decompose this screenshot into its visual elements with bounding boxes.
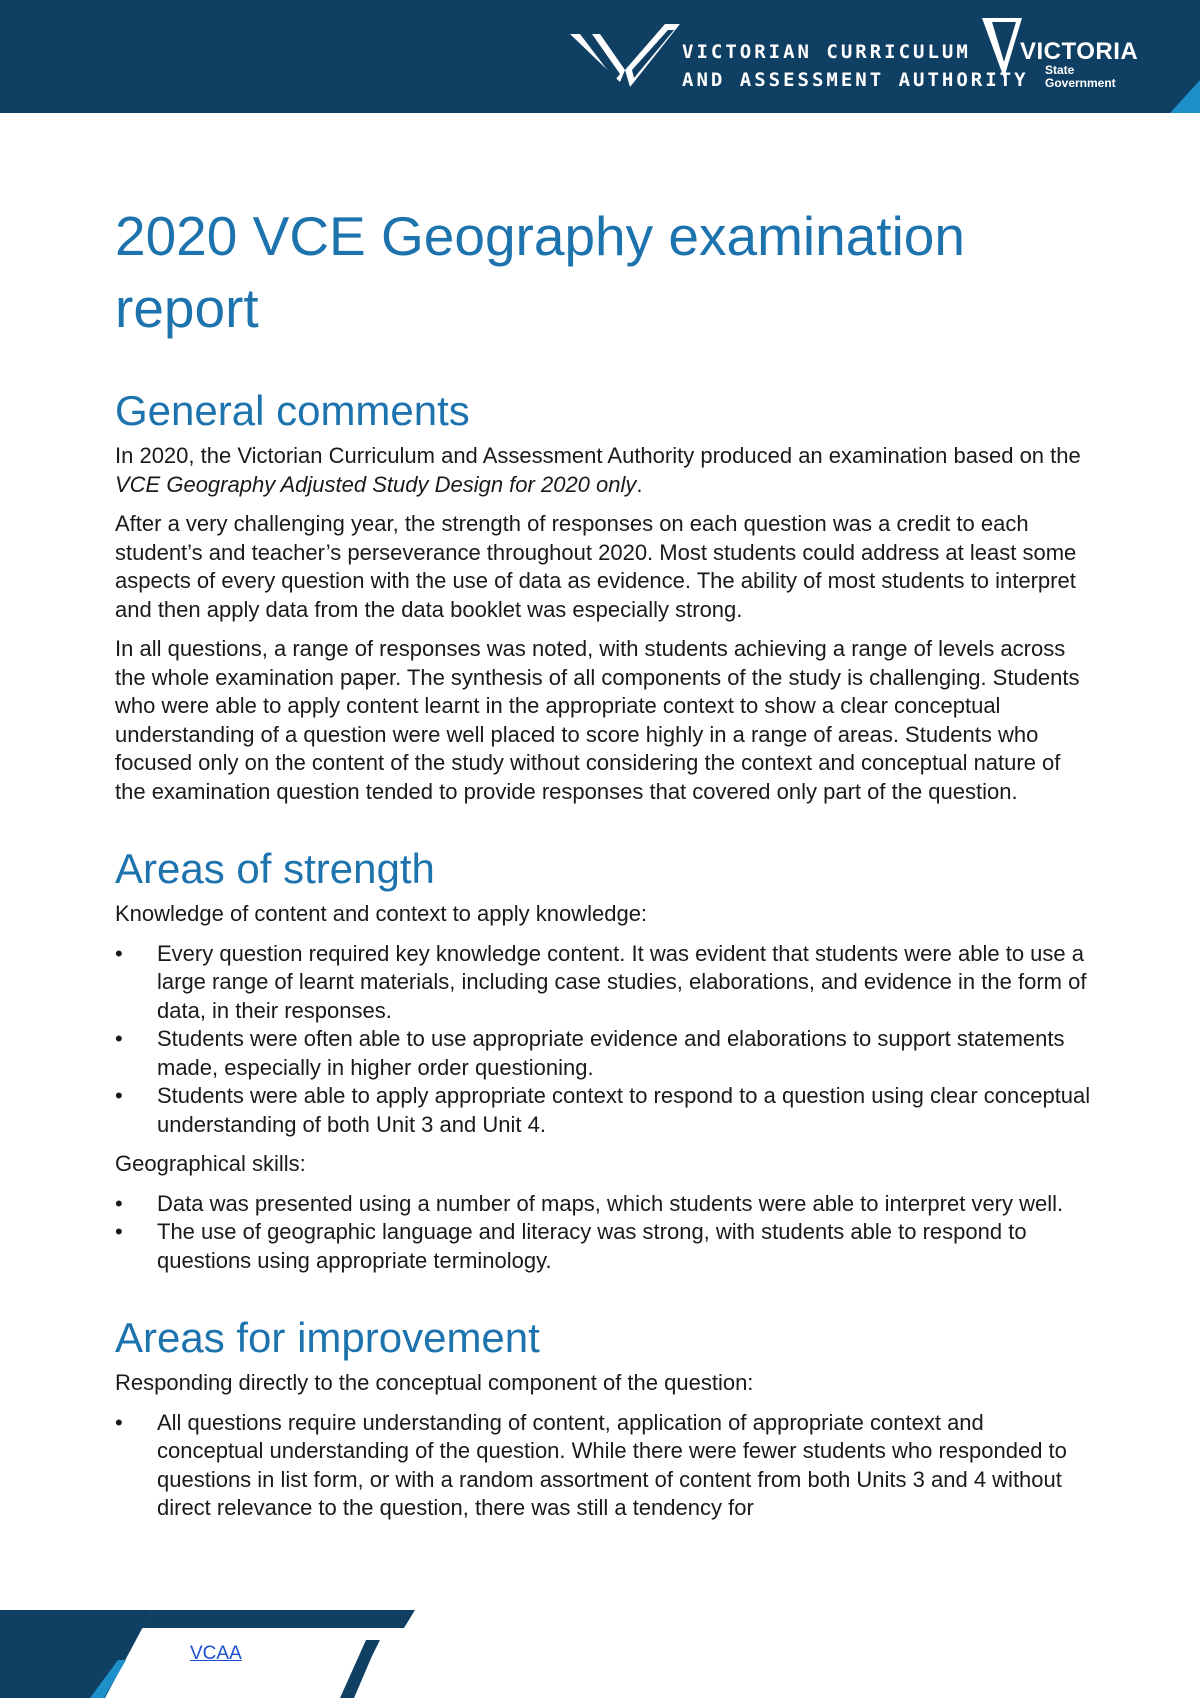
vcaa-logo-icon [570, 22, 680, 92]
state-government-label: State Government [1045, 63, 1116, 90]
bullet-icon: • [115, 940, 123, 966]
list-item [115, 940, 1095, 1026]
list-item [115, 1025, 1095, 1082]
section-heading-general: General comments [115, 387, 470, 434]
list-item-text: Students were often able to use appropriate evidence and elaborations to support statements made, especially in higher order questioning. [157, 1026, 1065, 1080]
paragraph-text: In 2020, the Victorian Curriculum and Assessment Authority produced an examination based on the [115, 443, 1081, 468]
list-item-text: All questions require understanding of content, application of appropriate context and conceptual understanding of the question. While there were fewer students who responded to questions in list form, or with a random assortment of content from both Units 3 and 4 without direct relevance to the question, there was still a tendency for [157, 1409, 1067, 1520]
paragraph: After a very challenging year, the strength of responses on each question was a credit to each student’s and teacher’s perseverance throughout 2020. Most students could address at least some aspects of every question with the use of data as evidence. The ability of most students to interpret and then apply data from the data booklet was especially strong. [115, 511, 1077, 622]
list-item [115, 1218, 1095, 1275]
footer-band [0, 1610, 1200, 1698]
list-intro: Responding directly to the conceptual component of the question: [115, 1370, 754, 1395]
bullet-icon: • [115, 1083, 123, 1108]
bullet-list [115, 1409, 1095, 1523]
vcaa-footer-link[interactable]: VCAA [190, 1643, 242, 1664]
list-intro: Knowledge of content and context to apply knowledge: [115, 901, 648, 926]
section-heading-improvement: Areas for improvement [115, 1314, 540, 1361]
document-body [115, 200, 1095, 1523]
paragraph: In all questions, a range of responses was noted, with students achieving a range of levels across the whole examination paper. The synthesis of all components of the study is challenging. Students who were able to apply content learnt in the appropriate context to show a clear conceptual understanding of a question were well placed to score highly in a range of areas. Students who focused only on the content of the study without considering the context and conceptual nature of the examination question tended to provide responses that covered only part of the question. [115, 636, 1080, 804]
list-item-text: Data was presented using a number of maps, which students were able to interpret very well. [157, 1190, 1064, 1216]
paragraph [115, 442, 1095, 499]
section-heading-strength: Areas of strength [115, 845, 435, 892]
bullet-icon: • [115, 1409, 123, 1435]
document-title: 2020 VCE Geography examination report [115, 205, 965, 339]
study-design-title: VCE Geography Adjusted Study Design for 2020 only [115, 471, 637, 497]
list-item-text: The use of geographic language and literacy was strong, with students able to respond to questions using appropriate terminology. [157, 1219, 1027, 1273]
bullet-icon: • [115, 1219, 123, 1244]
bullet-icon: • [115, 1026, 123, 1051]
header-banner [0, 0, 1200, 113]
list-item-text: Students were able to apply appropriate context to respond to a question using clear conceptual understanding of both Unit 3 and Unit 4. [157, 1083, 1091, 1137]
list-item [115, 1190, 1095, 1219]
bullet-list [115, 940, 1095, 1140]
paragraph-text: . [636, 471, 643, 497]
list-item [115, 1082, 1095, 1139]
victoria-wordmark: VICTORIA [1020, 38, 1139, 65]
list-intro: Geographical skills: [115, 1151, 306, 1176]
list-item [115, 1409, 1095, 1523]
bullet-list [115, 1190, 1095, 1276]
bullet-icon: • [115, 1190, 123, 1216]
list-item-text: Every question required key knowledge content. It was evident that students were able to use a large range of learnt materials, including case studies, elaborations, and evidence in the form of data, in their responses. [157, 940, 1087, 1023]
vcaa-name: VICTORIAN CURRICULUM AND ASSESSMENT AUTHORITY [682, 41, 1029, 91]
